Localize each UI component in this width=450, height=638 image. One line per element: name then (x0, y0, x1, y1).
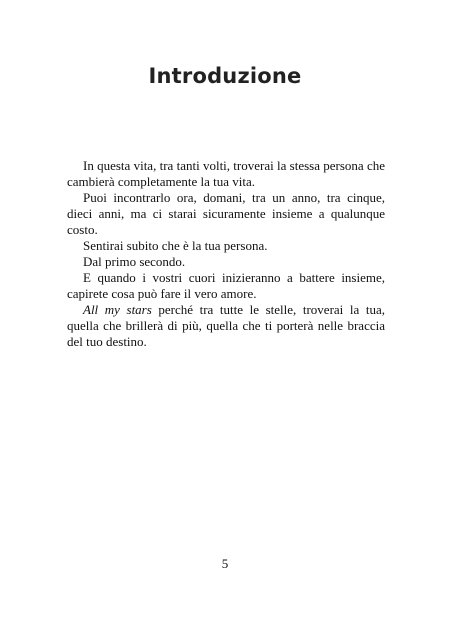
book-title-italic: All my stars (83, 302, 152, 317)
paragraph-3: Sentirai subito che è la tua persona. (83, 238, 268, 253)
chapter-title: Introduzione (148, 64, 302, 88)
paragraph-2: Puoi incontrarlo ora, domani, tra un anno, tra cinque, dieci anni, ma ci starai sicuramente insieme a qualunque costo. (67, 190, 385, 237)
chapter-body (67, 158, 385, 350)
paragraph-1: In questa vita, tra tanti volti, troverai la stessa persona che cambierà completamente la tua vita. (67, 158, 385, 189)
paragraph-4: Dal primo secondo. (83, 254, 186, 269)
paragraph-6-text: perché tra tutte le stelle, troverai la tua, quella che brillerà di più, quella che ti porterà nelle braccia del tuo destino. (67, 302, 385, 349)
paragraph-6 (67, 302, 385, 350)
page-number: 5 (221, 556, 229, 571)
paragraph-5: E quando i vostri cuori inizieranno a battere insieme, capirete cosa può fare il vero amore. (67, 270, 385, 301)
